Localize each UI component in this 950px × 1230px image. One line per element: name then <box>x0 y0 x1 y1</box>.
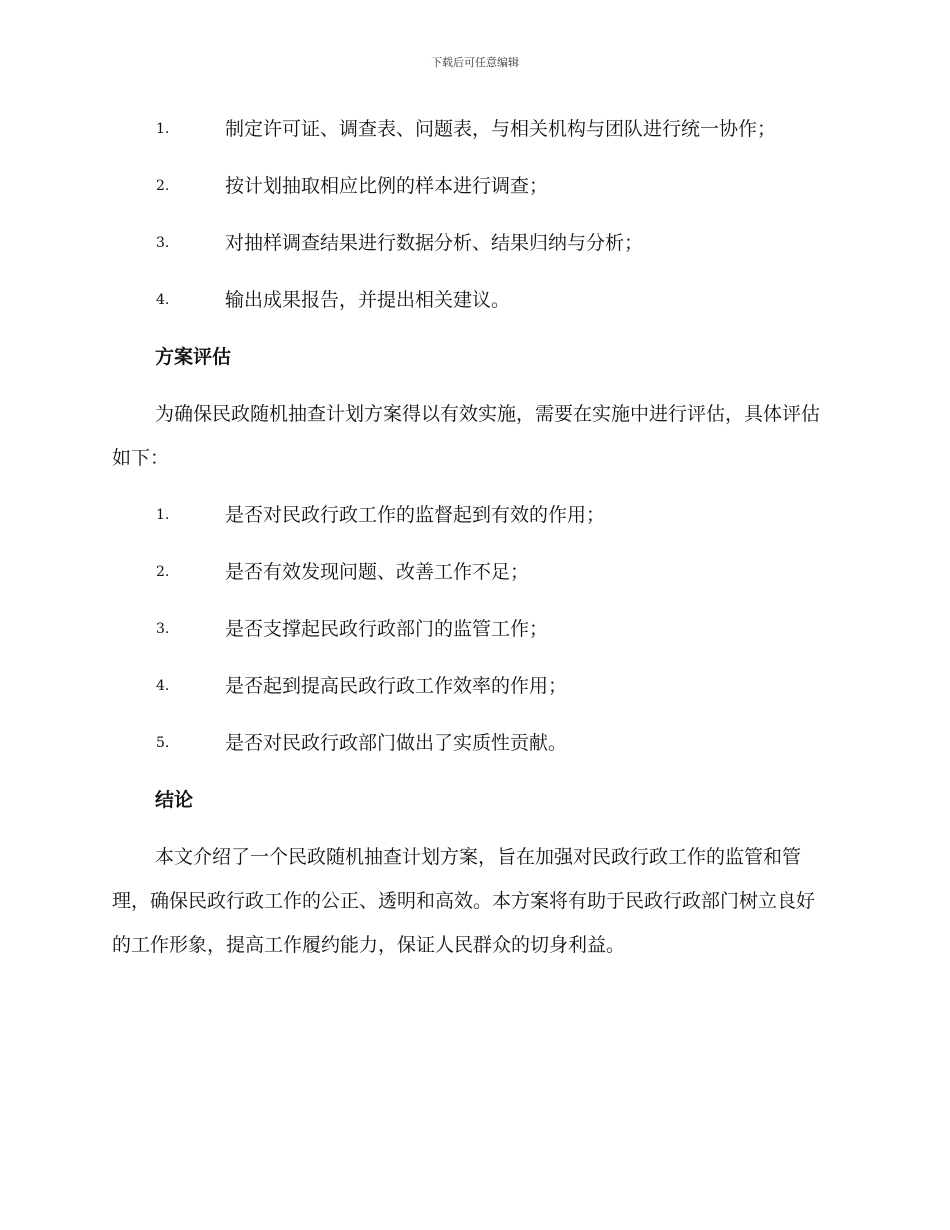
list-item <box>112 664 832 708</box>
list-item <box>112 607 832 651</box>
list-number: 5. <box>156 735 170 751</box>
list-number: 1. <box>156 507 170 523</box>
list-text: 对抽样调查结果进行数据分析、结果归纳与分析； <box>225 232 644 254</box>
section-heading-conclusion: 结论 <box>155 789 194 811</box>
list-text: 按计划抽取相应比例的样本进行调查； <box>225 175 549 197</box>
list-item <box>112 221 832 265</box>
list-text: 输出成果报告，并提出相关建议。 <box>225 289 511 311</box>
list-item <box>112 721 832 765</box>
list-number: 2. <box>156 564 170 580</box>
conclusion-body: 本文介绍了一个民政随机抽查计划方案，旨在加强对民政行政工作的监管和管理，确保民政行政工作的公正、透明和高效。本方案将有助于民政行政部门树立良好的工作形象，提高工作履约能力，保证人民群众的切身利益。 <box>112 846 816 956</box>
list-number: 4. <box>156 678 170 694</box>
header-note: 下载后可任意编辑 <box>431 56 519 69</box>
list-text: 制定许可证、调查表、问题表，与相关机构与团队进行统一协作； <box>225 118 777 140</box>
evaluation-intro: 为确保民政随机抽查计划方案得以有效实施，需要在实施中进行评估，具体评估如下： <box>112 403 821 469</box>
section-heading-evaluation: 方案评估 <box>155 346 232 368</box>
list-text: 是否有效发现问题、改善工作不足； <box>225 561 530 583</box>
list-number: 3. <box>156 235 170 251</box>
list-number: 1. <box>156 121 170 137</box>
list-item <box>112 550 832 594</box>
list-text: 是否起到提高民政行政工作效率的作用； <box>225 675 568 697</box>
list-number: 3. <box>156 621 170 637</box>
list-item <box>112 164 832 208</box>
list-number: 4. <box>156 292 170 308</box>
list-item <box>112 278 832 322</box>
list-item <box>112 493 832 537</box>
list-item <box>112 107 832 151</box>
document-body <box>112 107 832 980</box>
list-number: 2. <box>156 178 170 194</box>
list-text: 是否支撑起民政行政部门的监管工作； <box>225 618 549 640</box>
list-text: 是否对民政行政工作的监督起到有效的作用； <box>225 504 606 526</box>
list-text: 是否对民政行政部门做出了实质性贡献。 <box>225 732 568 754</box>
